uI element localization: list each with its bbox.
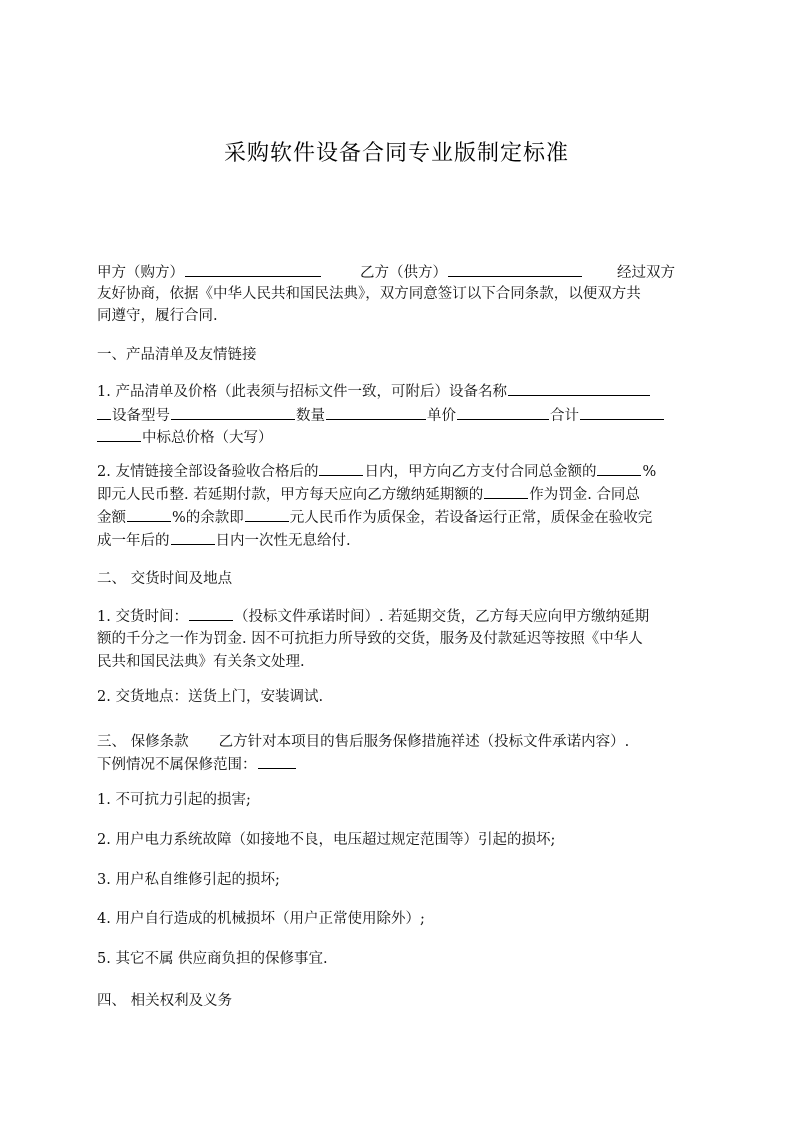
- s1-p2-l3-b: %的余款即: [172, 510, 244, 526]
- device-model-blank[interactable]: [171, 404, 295, 420]
- s1-p2-l1-c: %: [642, 464, 657, 480]
- s2-p1-line-3: 民共和国民法典》有关条文处理.: [97, 654, 305, 670]
- quantity-label: 数量: [296, 408, 325, 424]
- intro-line-1: [97, 261, 675, 284]
- section-3-desc: 乙方针对本项目的售后服务保修措施祥述（投标文件承诺内容）.: [218, 734, 630, 750]
- s1-p2-line-1: [97, 460, 656, 483]
- s1-p2-l3-a: 金额: [97, 510, 126, 526]
- party-b-label: 乙方（供方）: [360, 265, 447, 281]
- total-blank[interactable]: [580, 404, 664, 420]
- s2-p1-line-1: [97, 605, 649, 628]
- s1-p2-l3-c: 元人民币作为质保金，若设备运行正常，质保金在验收完: [289, 510, 653, 526]
- s1-p2-l2-b: 作为罚金. 合同总: [529, 487, 640, 503]
- s1-p1-line-2: [97, 404, 665, 427]
- deposit-days-blank[interactable]: [171, 529, 215, 545]
- list-item: 5. 其它不属 供应商负担的保修事宜.: [97, 951, 328, 967]
- delivery-time-label: 1. 交货时间：: [97, 609, 188, 625]
- device-model-label: 设备型号: [112, 408, 170, 424]
- remainder-percent-blank[interactable]: [127, 506, 171, 522]
- exclusions-label: 下例情况不属保修范围：: [97, 757, 257, 773]
- unit-price-label: 单价: [427, 408, 456, 424]
- unit-price-blank[interactable]: [457, 404, 549, 420]
- list-item: 4. 用户自行造成的机械损坏（用户正常使用除外）;: [97, 911, 425, 927]
- device-name-blank-cont[interactable]: [97, 404, 111, 420]
- section-2-heading: 二、 交货时间及地点: [97, 571, 233, 587]
- exclusions-blank[interactable]: [258, 753, 296, 769]
- device-name-blank[interactable]: [508, 380, 650, 396]
- bid-total-label: 中标总价格（大写）: [142, 430, 273, 446]
- total-blank-cont[interactable]: [97, 426, 141, 442]
- s1-p2-l2-a: 即元人民币整. 若延期付款，甲方每天应向乙方缴纳延期额的: [97, 487, 484, 503]
- s1-p2-l1-b: 日内，甲方向乙方支付合同总金额的: [364, 464, 597, 480]
- s1-p2-line-4: [97, 529, 351, 552]
- document-title: 采购软件设备合同专业版制定标准: [223, 141, 569, 166]
- section-3-heading: [97, 731, 629, 753]
- intro-line1-tail: 经过双方: [617, 265, 675, 281]
- list-item: 3. 用户私自维修引起的损坏;: [97, 872, 280, 888]
- s1-p1-line-1: [97, 380, 651, 403]
- s1-p2-l1-a: 2. 友情链接全部设备验收合格后的: [97, 464, 319, 480]
- s1-p2-l4-b: 日内一次性无息给付.: [215, 533, 351, 549]
- s1-p2-l4-a: 成一年后的: [97, 533, 170, 549]
- s2-p1-line-2: 额的千分之一作为罚金. 因不可抗拒力所导致的交货，服务及付款延迟等按照《中华人: [97, 631, 643, 647]
- s1-p2-line-3: [97, 506, 652, 529]
- intro-line-2: 友好协商，依据《中华人民共和国民法典》，双方同意签订以下合同条款，以便双方共: [97, 286, 641, 302]
- section-4-heading: 四、 相关权利及义务: [97, 993, 233, 1009]
- section-3-title: 三、 保修条款: [97, 734, 189, 750]
- penalty-rate-blank[interactable]: [484, 483, 528, 499]
- s2-p1-l1-b: （投标文件承诺时间）. 若延期交货，乙方每天应向甲方缴纳延期: [233, 609, 650, 625]
- total-label: 合计: [550, 408, 579, 424]
- acceptance-days-blank[interactable]: [319, 460, 363, 476]
- s1-p2-line-2: [97, 483, 640, 506]
- list-item: 2. 用户电力系统故障（如接地不良，电压超过规定范围等）引起的损坏;: [97, 832, 556, 848]
- quantity-blank[interactable]: [326, 404, 426, 420]
- s1-p1-line-3: [97, 426, 273, 449]
- s1-p1-line-1-text: 1. 产品清单及价格（此表须与招标文件一致，可附后）设备名称: [97, 384, 507, 400]
- party-b-blank[interactable]: [448, 261, 582, 277]
- payment-percent-blank[interactable]: [597, 460, 641, 476]
- s2-p2: 2. 交货地点：送货上门，安装调试.: [97, 689, 324, 705]
- party-a-blank[interactable]: [185, 261, 321, 277]
- section-1-heading: 一、产品清单及友情链接: [97, 347, 257, 363]
- intro-line-3: 同遵守，履行合同.: [97, 308, 218, 324]
- list-item: 1. 不可抗力引起的损害;: [97, 792, 251, 808]
- delivery-time-blank[interactable]: [189, 605, 233, 621]
- s3-line-2: [97, 753, 297, 776]
- warranty-deposit-blank[interactable]: [245, 506, 289, 522]
- party-a-label: 甲方（购方）: [97, 265, 184, 281]
